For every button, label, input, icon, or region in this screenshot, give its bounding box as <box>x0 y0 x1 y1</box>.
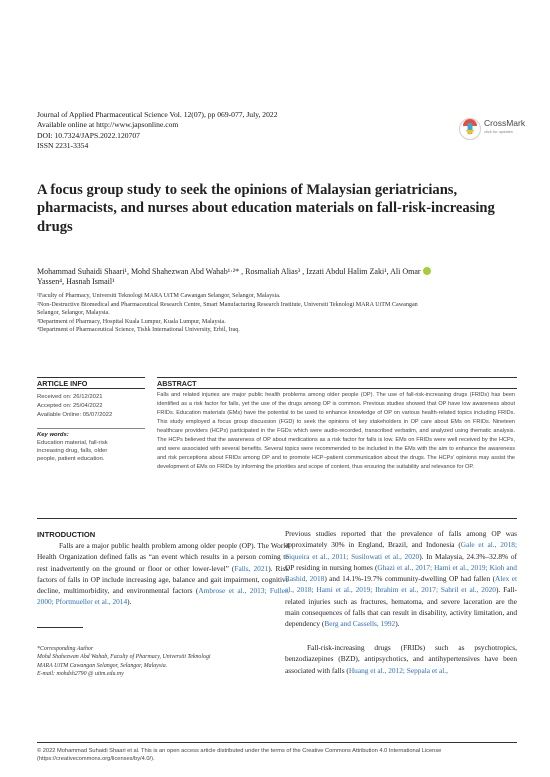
orcid-icon[interactable] <box>423 267 431 275</box>
article-info-top-rule <box>37 377 145 378</box>
citation-link[interactable]: Huang et al., 2012; Seppala et al., <box>348 665 448 675</box>
corresponding-author-note <box>37 645 287 678</box>
footnote-name: Mohd Shahezwan Abd Wahab, Faculty of Pharmacy, Universiti Teknologi <box>37 654 211 661</box>
journal-header <box>37 110 278 151</box>
license-rule <box>37 742 517 743</box>
abstract-top-rule <box>157 377 517 378</box>
paragraph-text: Falls are a major public health problem among older people (OP). The World Health Organization defined falls as “an event which results in a person coming to rest inadvertently on the ground or floor or other lower-level” ( <box>37 541 289 573</box>
citation-link[interactable]: Alex et al., 2018; Hami et al., 2019; Ibrahim et al., 2017; Sahril et al., 2020 <box>285 574 517 595</box>
license-text: © 2022 Mohammad Suhaidi Shaari et al. This is an open access article distributed under the terms of the Creative Commons Attribution 4.0 International License (https://creativecommons.org/licenses/by/4.0/). <box>37 748 442 763</box>
abstract-bottom-rule <box>37 518 517 519</box>
intro-right-paragraph-2 <box>285 642 517 676</box>
keywords-rule <box>37 428 145 429</box>
received-date: Received on: 26/12/2021 <box>37 394 103 400</box>
footnote-rule <box>37 627 83 628</box>
affiliation-3: ³Department of Pharmacy, Hospital Kuala Lumpur, Kuala Lumpur, Malaysia. <box>37 318 226 325</box>
crossmark-title: CrossMark <box>484 118 526 128</box>
abstract-mid-rule <box>157 388 517 389</box>
journal-issn: ISSN 2231-3354 <box>37 140 89 150</box>
citation-link[interactable]: Berg and Cassells, 1992 <box>324 619 396 629</box>
available-date: Available Online: 05/07/2022 <box>37 412 113 418</box>
affiliation-1: ¹Faculty of Pharmacy, Universiti Teknologi MARA UiTM Cawangan Selangor, Selangor, Malaysia. <box>37 293 281 299</box>
accepted-date: Accepted on: 25/04/2022 <box>37 403 103 409</box>
journal-citation: Journal of Applied Pharmaceutical Science Vol. 12(07), pp 069-077, July, 2022 <box>37 110 278 119</box>
affiliation-4: ⁴Department of Pharmaceutical Science, Tishk International University, Erbil, Iraq. <box>37 327 240 333</box>
paragraph-text: ). <box>395 619 400 629</box>
citation-link[interactable]: Falls, 2021 <box>234 563 269 573</box>
abstract-heading: ABSTRACT <box>157 379 197 388</box>
introduction-heading: INTRODUCTION <box>37 530 96 539</box>
keywords-box <box>37 431 121 463</box>
citation-link[interactable]: Ghazi et al., 2017; Hami et al., 2019; Kioh and Rashid, 2018 <box>285 562 517 584</box>
authors-line-1: Mohammad Suhaidi Shaari¹, Mohd Shahezwan Abd Wahab¹·²* , Rosmaliah Alias³ , Izzati Abdul Halim Zaki¹, Ali Omar <box>37 267 421 276</box>
article-info-heading: ARTICLE INFO <box>37 379 88 388</box>
intro-right-paragraph <box>285 528 517 630</box>
author-list <box>37 267 517 288</box>
affiliations <box>37 292 517 335</box>
paragraph-text: Fall-risk-increasing drugs (FRIDs) such as psychotropics, benzodiazepines (BZD), antipsychotics, and antihypertensives have been associated with falls ( <box>285 643 517 675</box>
journal-doi[interactable]: DOI: 10.7324/JAPS.2022.120707 <box>37 130 140 140</box>
paragraph-text: ) and 14.1%-19.7% community-dwelling OP had fallen ( <box>324 574 496 584</box>
crossmark-subtitle: click for updates <box>484 129 513 134</box>
keywords-text: Education material, fall-risk increasing drug, falls, older people, patient education. <box>37 440 108 463</box>
crossmark-icon <box>458 117 482 141</box>
article-title: A focus group study to seek the opinions of Malaysian geriatricians, pharmacists, and nurses about education materials on fall-risk-increasing drugs <box>37 182 495 235</box>
paragraph-text: ). In Malaysia, 24.3%–32.8% of OP residing in nursing homes ( <box>285 551 517 572</box>
intro-left-paragraph <box>37 540 289 608</box>
article-info-mid-rule <box>37 388 145 389</box>
affiliation-2-cont: Selangor, Selangor, Malaysia. <box>37 310 110 316</box>
journal-website[interactable]: Available online at http://www.japsonline.com <box>37 120 179 130</box>
paragraph-text: ). Risk factors of falls in OP include increasing age, balance and gait impairment, cognitive decline, multimorbidity, and environmental factors ( <box>37 563 289 596</box>
affiliation-2: ²Non-Destructive Biomedical and Pharmaceutical Research Centre, Smart Manufacturing Research Institute, Universiti Teknologi MARA UiTM Cawangan <box>37 301 418 308</box>
footnote-label: *Corresponding Author <box>37 646 94 652</box>
keywords-heading: Key words: <box>37 432 69 438</box>
abstract-text: Falls and related injuries are major public health problems among older people (OP). The use of fall-risk-increasing drugs (FRIDs) has been identified as a risk factor for falls, yet the use of the drugs among OP is common. Previous studies showed that OP have low awareness about FRIDs. Education materials (EMs) have the potential to be used to enhance knowledge of OP on various health-related topics including FRIDs. This study employed a focus group discussion (FGD) to seek the opinions of key stakeholders in OP care about EMs on FRIDs. Nineteen healthcare providers (HCPs) participated in the FGDs which were audio-recorded, transcribed verbatim, and analyzed using thematic analysis. The HCPs believed that the awareness of OP about medications as a risk factor for falls is low. EMs on FRIDs were well received by the HCPs, and were associated with several benefits. Several topics were recommended to be included in the EMs with the aim to enhance the awareness and risk perceptions about FRIDs among OP and to promote HCP–patient communication about the drugs. The HCPs’ opinions may assist the development of EMs on FRIDs by informing the priorities and scope of content, thus ensuring the suitability and relevance for OP. <box>157 392 515 471</box>
crossmark-badge[interactable] <box>458 117 526 143</box>
footnote-address: MARA UiTM Cawangan Selangor, Selangor, Malaysia. <box>37 662 168 669</box>
paragraph-text: ). <box>127 597 132 607</box>
authors-line-2: Yassen⁴, Hasnah Ismail¹ <box>37 277 115 287</box>
footnote-email[interactable]: E-mail: mohdsh2790 @ uitm.edu.my <box>37 670 124 677</box>
citation-link[interactable]: Gale et al., 2018; Siqueira et al., 2011; Susilowati et al., 2020 <box>285 540 517 561</box>
paragraph-text: ). Fall-related injuries such as fractures, hematoma, and severe laceration are the main consequences of falls that can result in disability, activity limitation, and dependency ( <box>285 585 517 629</box>
citation-link[interactable]: Ambrose et al., 2013; Fuller, 2000; Pfortmueller et al., 2014 <box>37 586 289 607</box>
paragraph-text: Previous studies reported that the prevalence of falls among OP was approximately 30% in England, Brazil, and Indonesia ( <box>285 529 517 550</box>
